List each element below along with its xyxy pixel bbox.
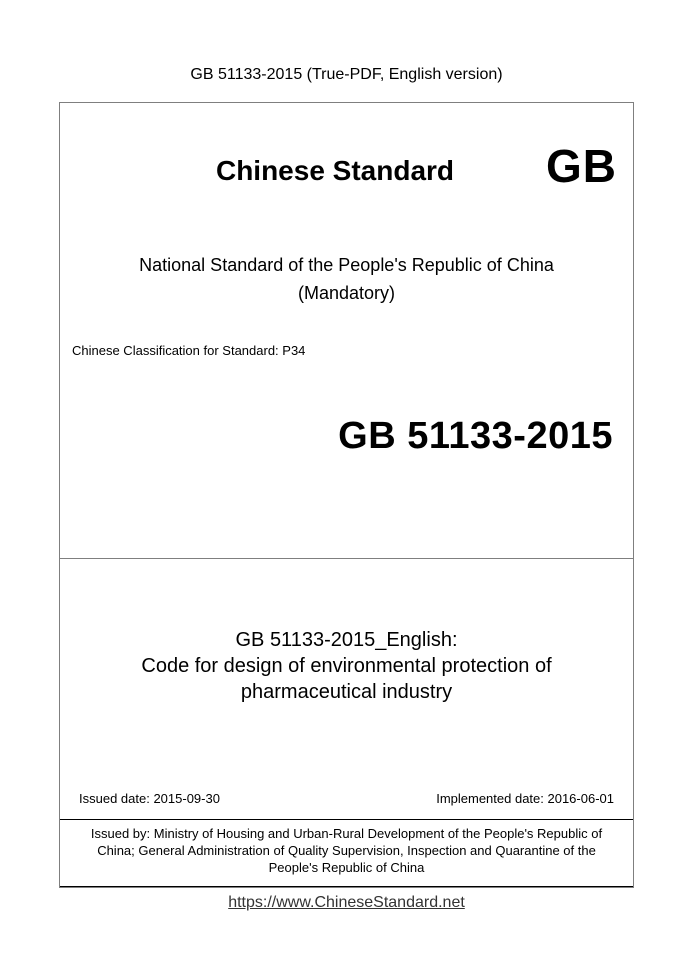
implemented-date: Implemented date: 2016-06-01 [436,791,614,806]
issuer-line: Issued by: Ministry of Housing and Urban-Rural Development of the People's Republic of [90,826,603,841]
issued-date: Issued date: 2015-09-30 [79,791,220,806]
cover-title-panel [60,559,633,815]
issuer-panel [60,819,633,887]
document-title-line: GB 51133-2015_English: [235,629,458,651]
mandatory-label: (Mandatory) [297,283,396,303]
document-title-line: Code for design of environmental protection of [141,655,552,677]
website-link[interactable]: https://www.ChineseStandard.net [228,894,465,911]
document-title-line: pharmaceutical industry [240,681,453,703]
chinese-standard-heading: Chinese Standard [215,155,455,186]
document-header-title: GB 51133-2015 (True-PDF, English version) [190,66,503,83]
issuer-line: People's Republic of China [268,860,425,875]
national-standard-statement [60,251,633,307]
classification-label: Chinese Classification for Standard: P34 [72,343,306,358]
document-title [60,627,633,705]
issuer-line: China; General Administration of Quality Supervision, Inspection and Quarantine of the [97,843,596,858]
gb-mark: GB [546,140,617,192]
national-standard-line: National Standard of the People's Republic of China [139,255,554,275]
cover-frame [59,102,634,888]
standard-number: GB 51133-2015 [338,415,613,457]
issuer-statement [64,825,629,876]
cover-top-panel [60,103,633,559]
